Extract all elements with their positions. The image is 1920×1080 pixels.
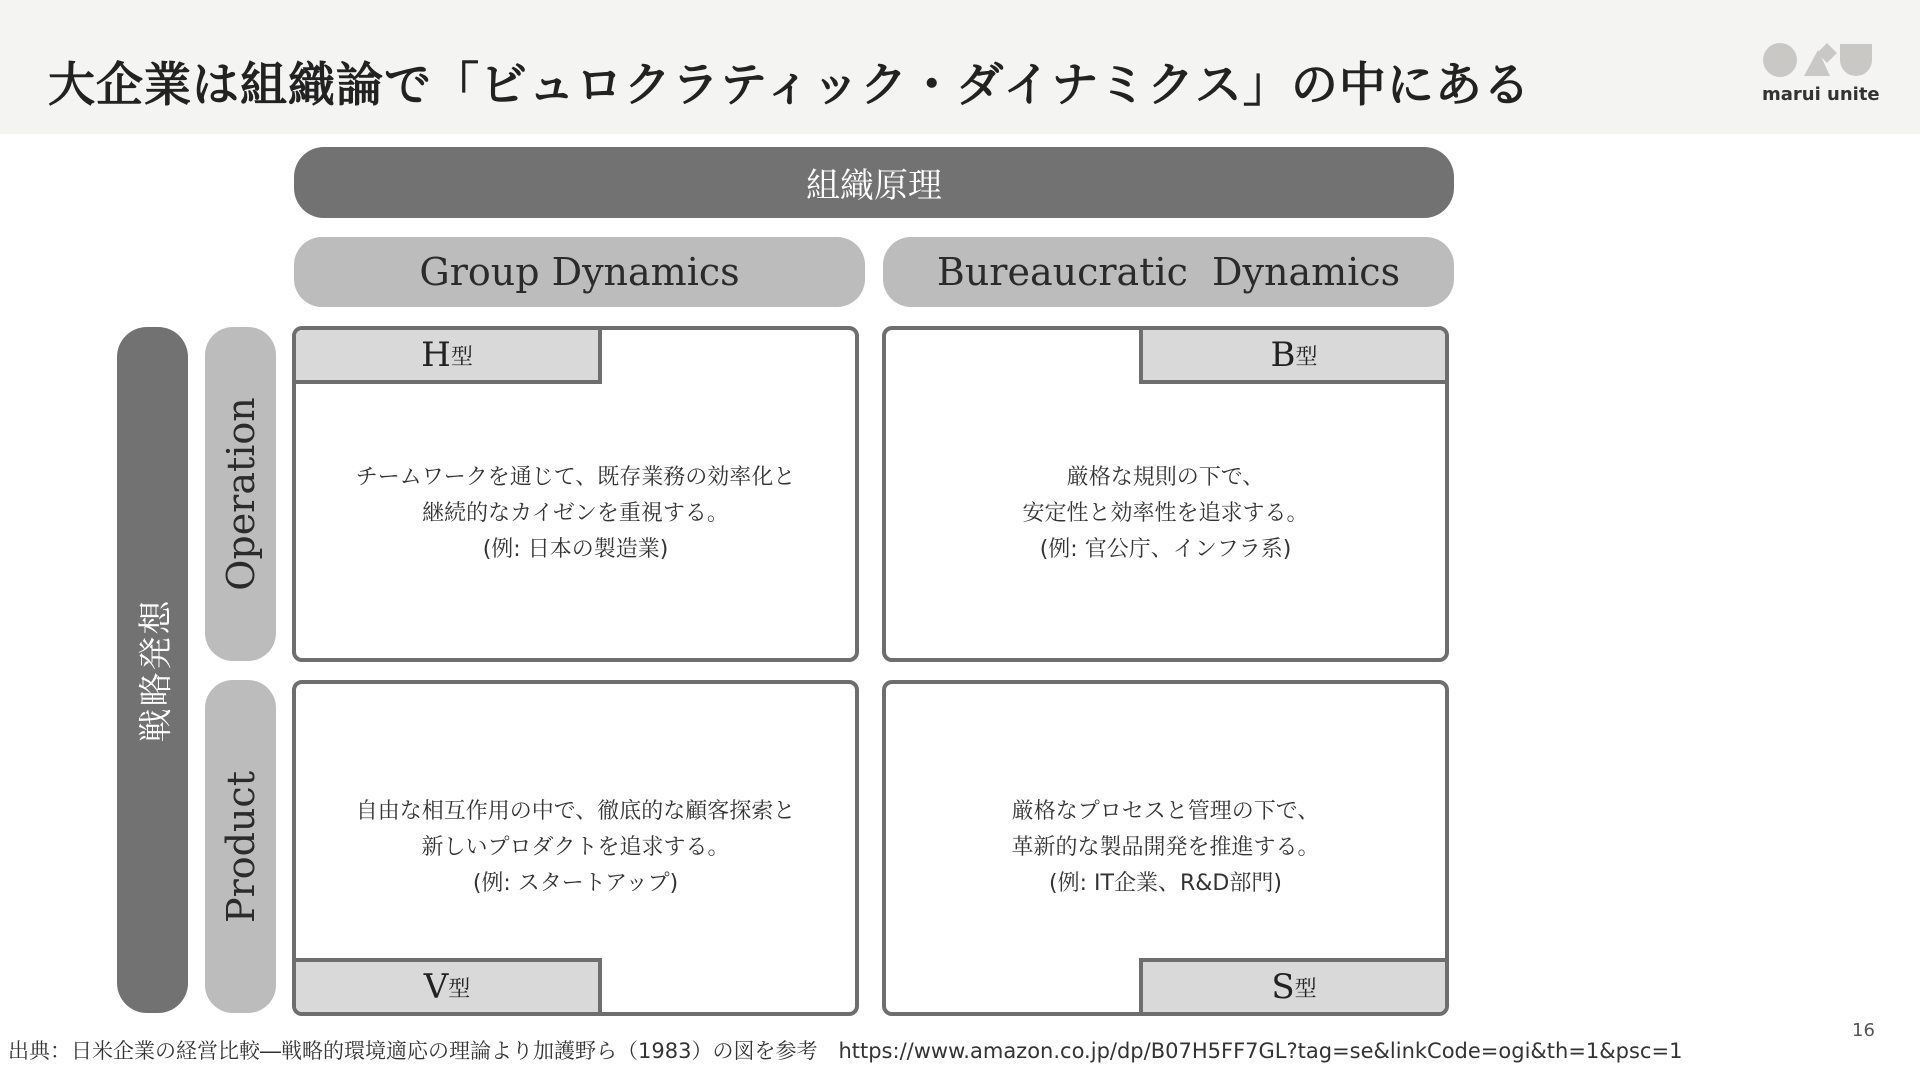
column-header-group-dynamics — [294, 237, 865, 307]
description-line: 新しいプロダクトを追求する。 — [421, 835, 730, 860]
logo — [1762, 42, 1880, 112]
logo-text: marui unite — [1762, 84, 1880, 105]
quadrant-description — [296, 794, 855, 902]
type-letter: S — [1271, 967, 1295, 1007]
organization-principle-header — [294, 147, 1454, 218]
type-tab-v — [296, 958, 602, 1012]
quadrant-description — [296, 460, 855, 568]
organization-principle-label: 組織原理 — [806, 166, 942, 206]
row-header-product — [205, 680, 276, 1013]
quadrant-h-type — [292, 326, 859, 662]
column-label-bureaucratic-dynamics: Bureaucratic Dynamics — [936, 250, 1401, 294]
quadrant-v-type — [292, 680, 859, 1016]
row-header-operation — [205, 327, 276, 661]
type-suffix: 型 — [1294, 976, 1317, 1002]
column-label-group-dynamics: Group Dynamics — [419, 250, 740, 294]
description-line: 自由な相互作用の中で、徹底的な顧客探索と — [355, 799, 796, 824]
column-header-bureaucratic-dynamics — [883, 237, 1454, 307]
type-tab-s — [1139, 958, 1445, 1012]
description-line: 厳格なプロセスと管理の下で、 — [1011, 799, 1320, 824]
description-line: チームワークを通じて、既存業務の効率化と — [355, 465, 796, 490]
strategy-concept-header — [117, 327, 188, 1013]
quadrant-b-type — [882, 326, 1449, 662]
description-line: 革新的な製品開発を推進する。 — [1011, 835, 1320, 860]
description-example: (例: スタートアップ) — [472, 871, 679, 896]
type-suffix: 型 — [448, 976, 471, 1002]
description-line: 厳格な規則の下で、 — [1066, 465, 1265, 490]
type-tab-h — [296, 330, 602, 384]
type-letter: V — [423, 967, 449, 1007]
type-tab-b — [1139, 330, 1445, 384]
description-example: (例: IT企業、R&D部門) — [1049, 871, 1282, 896]
description-line: 継続的なカイゼンを重視する。 — [422, 501, 729, 526]
page-number: 16 — [1852, 1020, 1875, 1041]
strategy-concept-label: 戦略発想 — [136, 598, 176, 742]
row-label-operation: Operation — [218, 397, 263, 591]
type-letter: B — [1270, 335, 1296, 375]
type-suffix: 型 — [450, 344, 473, 370]
quadrant-description — [886, 794, 1445, 902]
description-example: (例: 日本の製造業) — [482, 537, 669, 562]
type-letter: H — [421, 335, 451, 375]
quadrant-description — [886, 460, 1445, 568]
type-suffix: 型 — [1295, 344, 1318, 370]
row-label-product: Product — [218, 770, 263, 923]
quadrant-s-type — [882, 680, 1449, 1016]
description-line: 安定性と効率性を追求する。 — [1022, 501, 1309, 526]
source-citation: 出典：日米企業の経営比較―戦略的環境適応の理論より加護野ら（1983）の図を参考 https://www.amazon.co.jp/dp/B07H5FF7GL?tag=se&linkCode=ogi&th=1&psc=1 — [8, 1039, 1683, 1063]
description-example: (例: 官公庁、インフラ系) — [1039, 537, 1292, 562]
marui-unite-logo-icon — [1762, 42, 1874, 82]
slide-title: 大企業は組織論で「ビュロクラティック・ダイナミクス」の中にある — [48, 58, 1531, 113]
